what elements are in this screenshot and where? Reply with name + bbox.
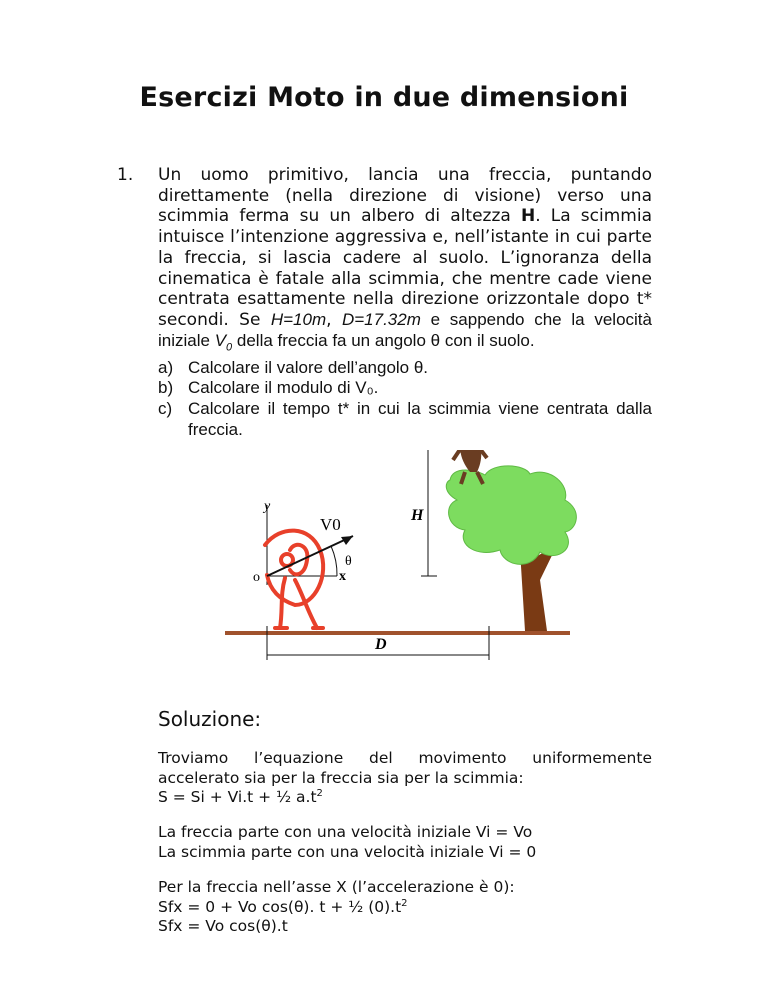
v0-label: V0: [320, 515, 341, 534]
distance-label: D: [375, 636, 387, 653]
page-title: Esercizi Moto in due dimensioni: [139, 82, 629, 113]
theta-arc: [331, 546, 337, 576]
v0-symbol: V: [214, 330, 227, 350]
height-value: H=10m: [270, 309, 327, 329]
equation-exponent: 2: [316, 787, 323, 799]
question-item: [158, 378, 652, 399]
tree-crown: [446, 466, 576, 564]
question-text: Calcolare il tempo t* in cui la scimmia viene centrata dalla freccia.: [188, 399, 652, 439]
exercise-number: 1.: [117, 165, 134, 185]
exercise-text: [158, 165, 652, 441]
origin-label: o: [253, 570, 260, 585]
x-axis-label: x: [339, 569, 346, 584]
equation-text: Sfx = 0 + Vo cos(θ). t + ½ (0).t: [158, 897, 402, 916]
y-axis-label: y: [264, 499, 271, 514]
v0-subscript: 0: [226, 341, 233, 354]
solution-paragraph-2: [158, 823, 652, 862]
solution-line: Per la freccia nell’asse X (l’accelerazione è 0):: [158, 878, 515, 896]
question-letter: c): [158, 399, 173, 419]
solution-paragraph-1: [158, 749, 652, 808]
equation-text: S = Si + Vi.t + ½ a.t: [158, 788, 317, 806]
ground-line: [225, 631, 570, 635]
equation-x-simplified: Sfx = Vo cos(θ).t: [158, 917, 288, 935]
height-symbol: H: [520, 206, 536, 227]
exercise-after-v0: della freccia fa un angolo θ con il suolo.: [232, 330, 535, 350]
exercise-after-values: e sappendo che la velocità iniziale: [158, 309, 652, 350]
question-list: [158, 358, 652, 441]
hunter-figure: [265, 531, 323, 628]
theta-label: θ: [345, 554, 352, 569]
question-text: Calcolare il valore dell’angolo θ.: [188, 357, 429, 377]
question-item: [158, 358, 652, 379]
solution-paragraph-3: [158, 878, 652, 937]
height-label: H: [411, 507, 424, 524]
comma-sep: ,: [326, 309, 342, 330]
solution-line: La freccia parte con una velocità iniziale Vi = Vo: [158, 823, 533, 841]
exercise-intro: Un uomo primitivo, lancia una freccia, puntando direttamente (nella direzione di visione) verso una scimmia ferma su un albero di altezza: [158, 165, 652, 227]
equation-exponent: 2: [401, 897, 408, 909]
projectile-figure: [225, 450, 585, 670]
equation-x: [158, 898, 652, 918]
exercise-middle: . La scimmia intuisce l’intenzione aggressiva e, nell’istante in cui parte la freccia, si lascia cadere al suolo. L’ignoranza della cinematica è fatale alla scimmia, che mentre cade viene centrata esattamente nella direzione orizzontale dopo t* secondi. Se: [158, 206, 652, 330]
distance-value: D=17.32m: [341, 309, 421, 329]
question-item: [158, 399, 652, 440]
solution-heading: Soluzione:: [158, 707, 262, 731]
solution-line: accelerato sia per la freccia sia per la scimmia:: [158, 768, 524, 787]
question-text: Calcolare il modulo di V₀.: [188, 378, 379, 398]
question-letter: b): [158, 378, 174, 398]
equation-general: [158, 788, 652, 808]
solution-line: La scimmia parte con una velocità iniziale Vi = 0: [158, 842, 537, 861]
question-letter: a): [158, 357, 174, 377]
solution-line: Troviamo l’equazione del movimento uniformemente: [158, 749, 652, 767]
